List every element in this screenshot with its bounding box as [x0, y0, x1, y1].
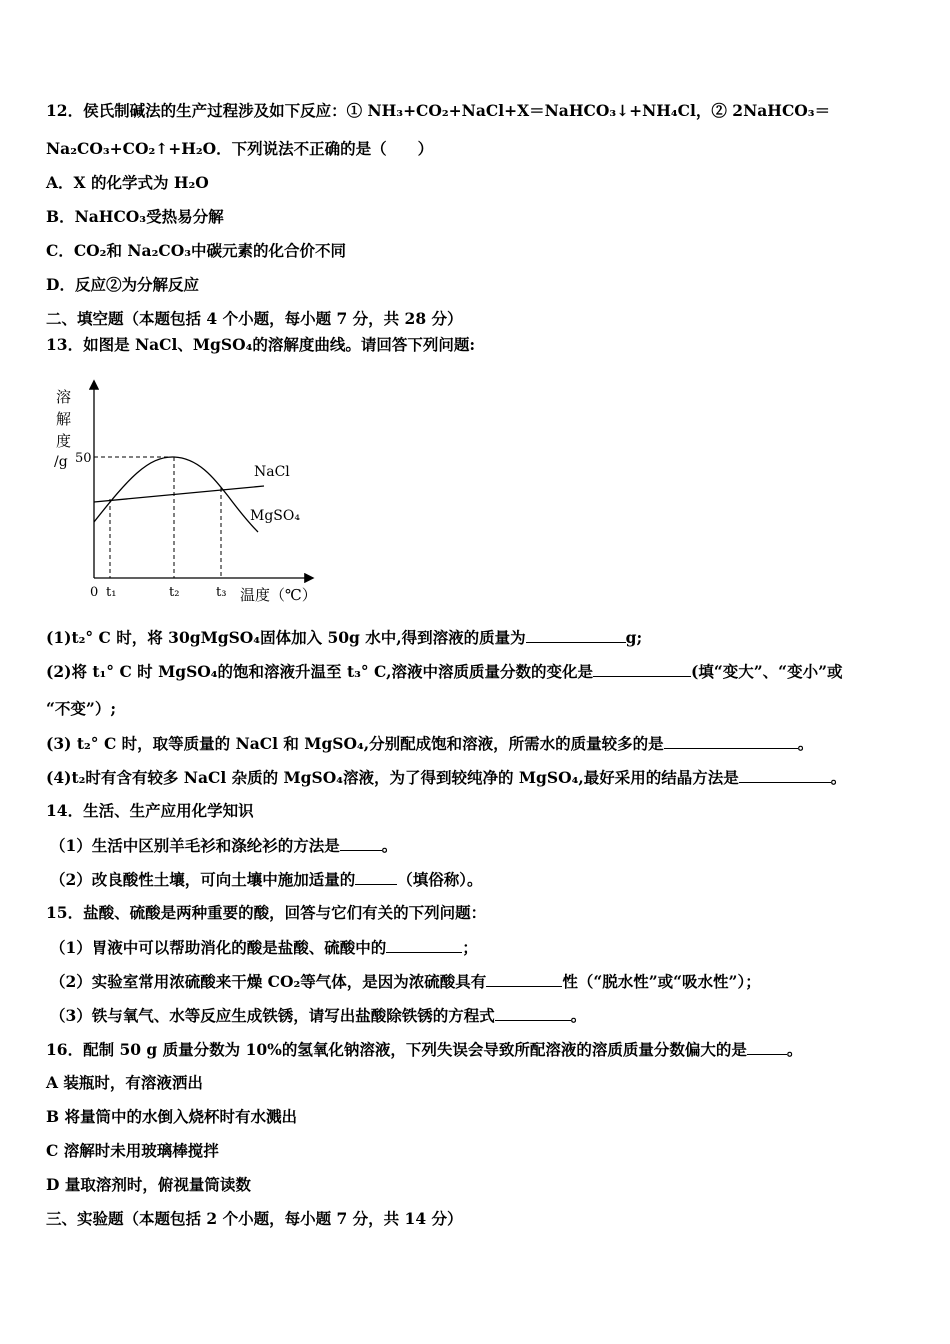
x-axis-label: 温度（℃）: [240, 586, 317, 604]
label-mgso4: MgSO₄: [250, 508, 300, 524]
q13-sub3-end: 。: [797, 734, 814, 753]
q15-stem: 15．盐酸、硫酸是两种重要的酸，回答与它们有关的下列问题：: [46, 903, 487, 922]
q15-sub2-blank[interactable]: [486, 970, 562, 987]
q16-option-b: B 将量筒中的水倒入烧杯时有水溅出: [46, 1107, 297, 1126]
q12-option-a: A．X 的化学式为 H₂O: [46, 173, 209, 192]
q13-sub2-text: (2)将 t₁° C 时 MgSO₄的饱和溶液升温至 t₃° C,溶液中溶质质量分数的变化是: [46, 662, 594, 681]
q13-sub2-blank[interactable]: [593, 660, 691, 677]
q14-sub2-text: （2）改良酸性土壤，可向土壤中施加适量的: [50, 870, 356, 889]
series-nacl-line: [94, 486, 264, 502]
y-tick-50: 50: [75, 451, 92, 466]
q13-sub3-text: (3) t₂° C 时，取等质量的 NaCl 和 MgSO₄,分别配成饱和溶液，所需水的质量较多的是: [46, 734, 664, 753]
q16-option-d: D 量取溶剂时，俯视量筒读数: [46, 1175, 251, 1194]
q14-sub1: [50, 834, 910, 857]
y-axis-label-char-1: 溶: [56, 388, 72, 406]
q16-blank[interactable]: [747, 1038, 787, 1055]
x-tick-0: 0: [90, 585, 99, 600]
q13-sub2-end: (填“变大”、“变小”或: [691, 662, 843, 681]
q12-line1: 12．侯氏制碱法的生产过程涉及如下反应：① NH₃+CO₂+NaCl+X＝NaHCO₃↓+NH₄Cl，② 2NaHCO₃＝: [46, 101, 831, 120]
q15-sub3: [50, 1004, 910, 1027]
q14-sub1-blank[interactable]: [340, 834, 382, 851]
q16-option-c: C 溶解时未用玻璃棒搅拌: [46, 1141, 219, 1160]
q13-sub4-end: 。: [830, 768, 847, 787]
q13-sub1: [46, 626, 910, 649]
x-tick-t3: t₃: [216, 585, 227, 600]
q13-sub1-blank[interactable]: [526, 626, 626, 643]
q13-sub2: [46, 660, 910, 683]
q16-option-a: A 装瓶时，有溶液洒出: [46, 1073, 203, 1092]
q15-sub1-blank[interactable]: [386, 936, 462, 953]
solubility-chart: [48, 374, 328, 610]
q13-sub1-text: (1)t₂° C 时，将 30gMgSO₄固体加入 50g 水中,得到溶液的质量为: [46, 628, 526, 647]
section-2-heading: 二、填空题（本题包括 4 个小题，每小题 7 分，共 28 分）: [46, 309, 463, 328]
y-axis-label-unit: /g: [54, 454, 68, 470]
q15-sub3-text: （3）铁与氧气、水等反应生成铁锈，请写出盐酸除铁锈的方程式: [50, 1006, 495, 1025]
q13-sub3: [46, 732, 910, 755]
q15-sub2: [50, 970, 910, 993]
q16-stem-text: 16．配制 50 g 质量分数为 10%的氢氧化钠溶液，下列失误会导致所配溶液的溶质质量分数偏大的是: [46, 1040, 747, 1059]
q14-sub2: [50, 868, 910, 891]
q15-sub2-text: （2）实验室常用浓硫酸来干燥 CO₂等气体，是因为浓硫酸具有: [50, 972, 487, 991]
q13-sub4: [46, 766, 910, 789]
q14-stem: 14．生活、生产应用化学知识: [46, 801, 254, 820]
section-3-heading: 三、实验题（本题包括 2 个小题，每小题 7 分，共 14 分）: [46, 1209, 463, 1228]
q14-sub1-end: 。: [381, 836, 398, 855]
q15-sub3-end: 。: [570, 1006, 587, 1025]
q13-stem: 13．如图是 NaCl、MgSO₄的溶解度曲线。请回答下列问题:: [46, 335, 476, 354]
q12-option-c: C．CO₂和 Na₂CO₃中碳元素的化合价不同: [46, 241, 346, 260]
q12-option-d: D．反应②为分解反应: [46, 275, 199, 294]
q15-sub1: [50, 936, 910, 959]
q16-stem: [46, 1038, 910, 1061]
q14-sub2-end: （填俗称）。: [397, 870, 483, 889]
q14-sub1-text: （1）生活中区别羊毛衫和涤纶衫的方法是: [50, 836, 340, 855]
q15-sub1-text: （1）胃液中可以帮助消化的酸是盐酸、硫酸中的: [50, 938, 387, 957]
q13-sub1-end: g;: [625, 628, 643, 647]
q15-sub1-end: ；: [462, 938, 478, 957]
y-axis-label-char-3: 度: [56, 432, 72, 450]
q13-sub4-text: (4)t₂时有含有较多 NaCl 杂质的 MgSO₄溶液，为了得到较纯净的 MgSO₄,最好采用的结晶方法是: [46, 768, 739, 787]
q12-line2: Na₂CO₃+CO₂↑+H₂O．下列说法不正确的是（ ）: [46, 139, 434, 158]
q13-sub4-blank[interactable]: [739, 766, 831, 783]
q13-sub3-blank[interactable]: [664, 732, 798, 749]
q15-sub3-blank[interactable]: [495, 1004, 571, 1021]
q12-option-b: B．NaHCO₃受热易分解: [46, 207, 224, 226]
x-tick-t2: t₂: [169, 585, 180, 600]
q13-sub2-cont: “不变”）;: [46, 699, 117, 718]
label-nacl: NaCl: [254, 464, 290, 480]
q16-stem-end: 。: [786, 1040, 803, 1059]
q15-sub2-end: 性（“脱水性”或“吸水性”）；: [562, 972, 761, 991]
q14-sub2-blank[interactable]: [355, 868, 397, 885]
y-axis-label-char-2: 解: [56, 410, 72, 428]
x-tick-t1: t₁: [106, 585, 117, 600]
